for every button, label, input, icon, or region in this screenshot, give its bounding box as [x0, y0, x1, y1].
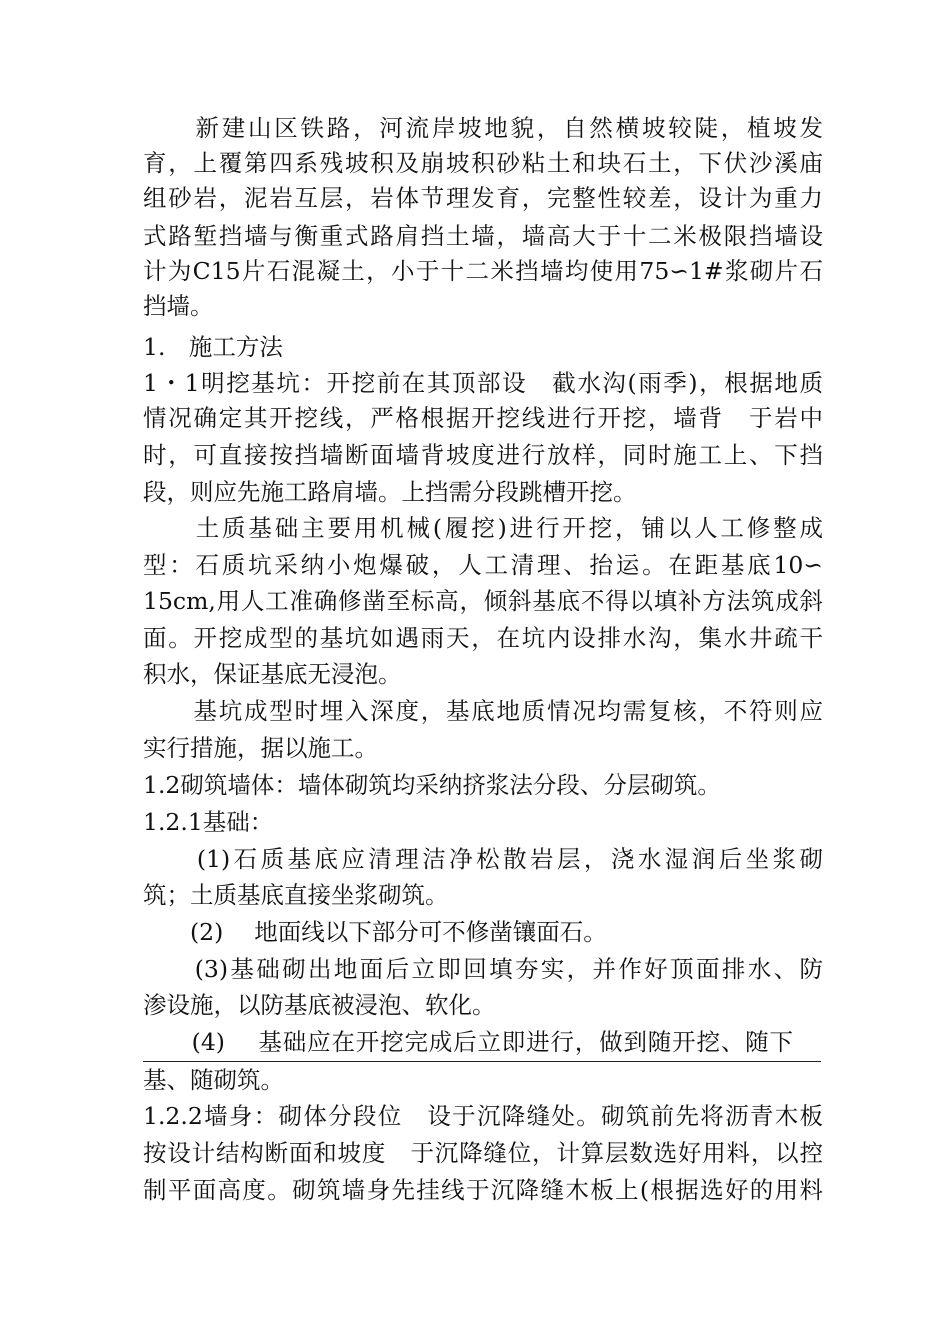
list-item: (2) 地面线以下部分可不修凿镶面石。: [143, 918, 607, 946]
paragraph-line: 式路堑挡墙与衡重式路肩挡土墙，墙高大于十二米极限挡墙设: [143, 222, 823, 250]
section-heading: 1.2.2墙身：砌体分段位 设于沉降缝处。砌筑前先将沥青木板: [143, 1102, 823, 1130]
paragraph-line: 面。开挖成型的基坑如遇雨天，在坑内设排水沟，集水井疏干: [143, 624, 823, 652]
paragraph-line: 基坑成型时埋入深度，基底地质情况均需复核，不符则应: [143, 697, 823, 725]
paragraph-line: 积水，保证基底无浸泡。: [143, 660, 402, 688]
list-item: (4) 基础应在开挖完成后立即进行，做到随开挖、随下: [143, 1028, 793, 1056]
paragraph-line: 实行措施，据以施工。: [143, 734, 378, 762]
list-item: (1)石质基底应清理洁净松散岩层，浇水湿润后坐浆砌: [143, 845, 823, 873]
paragraph-line: 组砂岩，泥岩互层，岩体节理发育，完整性较差，设计为重力: [143, 184, 823, 212]
paragraph-line: 时，可直接按挡墙断面墙背坡度进行放样，同时施工上、下挡: [143, 441, 823, 469]
paragraph-line: 基、随砌筑。: [143, 1066, 284, 1094]
paragraph-line: 土质基础主要用机械(履挖)进行开挖，铺以人工修整成: [143, 514, 823, 542]
section-heading: 1.2.1基础：: [143, 808, 274, 836]
list-item: (3)基础砌出地面后立即回填夯实，并作好顶面排水、防: [143, 955, 823, 983]
section-heading: 1. 施工方法: [143, 333, 283, 361]
paragraph-line: 挡墙。: [143, 292, 214, 320]
paragraph-line: 育，上覆第四系残坡积及崩坡积砂粘土和块石土，下伏沙溪庙: [143, 149, 823, 177]
paragraph-line: 新建山区铁路，河流岸坡地貌，自然横坡较陡，植坡发: [143, 114, 823, 142]
paragraph-line: 1・1明挖基坑：开挖前在其顶部设 截水沟(雨季)，根据地质: [143, 369, 823, 397]
paragraph-line: 制平面高度。砌筑墙身先挂线于沉降缝木板上(根据选好的用料: [143, 1176, 823, 1204]
section-heading: 1.2砌筑墙体：墙体砌筑均采纳挤浆法分段、分层砌筑。: [143, 771, 721, 799]
paragraph-line: 段，则应先施工路肩墙。上挡需分段跳槽开挖。: [143, 478, 637, 506]
paragraph-line: 15cm,用人工准确修凿至标高，倾斜基底不得以填补方法筑成斜: [143, 587, 823, 615]
paragraph-line: 按设计结构断面和坡度 于沉降缝位，计算层数选好用料，以控: [143, 1139, 823, 1167]
paragraph-line: 计为C15片石混凝土，小于十二米挡墙均使用75∽1#浆砌片石: [143, 257, 823, 285]
horizontal-rule: [143, 1061, 821, 1062]
paragraph-line: 情况确定其开挖线，严格根据开挖线进行开挖，墙背 于岩中: [143, 404, 823, 432]
paragraph-line: 型：石质坑采纳小炮爆破，人工清理、抬运。在距基底10∽: [143, 551, 823, 579]
paragraph-line: 筑；土质基底直接坐浆砌筑。: [143, 881, 449, 909]
paragraph-line: 渗设施，以防基底被浸泡、软化。: [143, 991, 496, 1019]
